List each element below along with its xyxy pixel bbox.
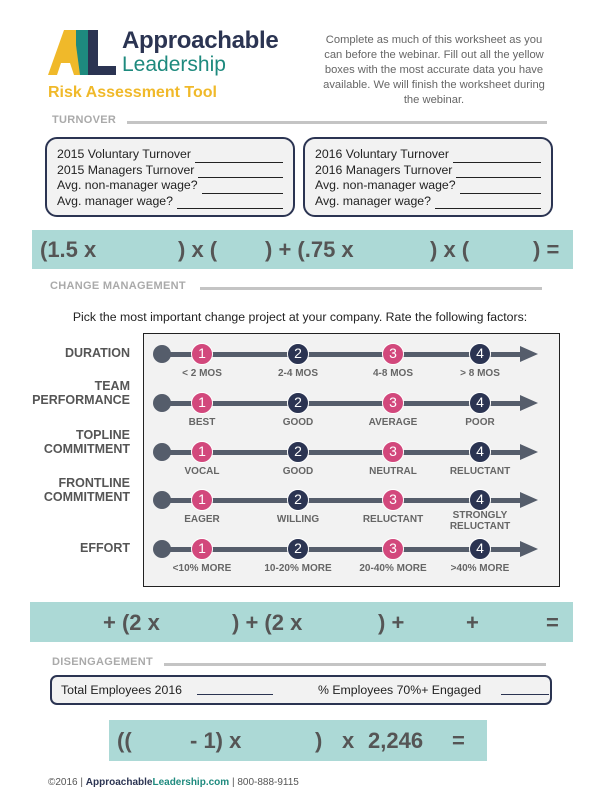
field-label: 2015 Managers Turnover xyxy=(57,162,195,177)
rating-option-label: GOOD xyxy=(282,417,314,428)
formula-part: - 1) x xyxy=(190,728,242,753)
formula-part: ) + xyxy=(378,610,405,635)
field-row[interactable] xyxy=(315,147,541,163)
field-label: % Employees 70%+ Engaged xyxy=(318,683,482,697)
page-title: Risk Assessment Tool xyxy=(48,84,217,101)
formula-part: (1.5 x xyxy=(40,237,97,262)
change-prompt: Pick the most important change project at your company. Rate the following factors: xyxy=(72,310,528,324)
rating-option-1[interactable]: 1 xyxy=(191,392,213,414)
section-heading-change-management: CHANGE MANAGEMENT xyxy=(50,280,186,292)
brand-name: Approachable xyxy=(122,27,279,54)
formula-part: ) x ( xyxy=(430,237,470,262)
copyright: ©2016 | xyxy=(48,777,83,788)
field-row[interactable] xyxy=(315,194,541,210)
blank-line[interactable] xyxy=(460,183,541,194)
rating-option-label: 10-20% MORE xyxy=(264,563,332,574)
field-label: 2015 Voluntary Turnover xyxy=(57,147,191,161)
section-heading-disengagement: DISENGAGEMENT xyxy=(52,656,154,668)
formula-part: = xyxy=(546,610,559,635)
timeline-start-dot xyxy=(153,345,171,363)
rating-option-label: STRONGLY RELUCTANT xyxy=(449,510,511,532)
rating-option-label: <10% MORE xyxy=(172,563,232,574)
website-link-part[interactable]: Leadership.com xyxy=(152,777,230,788)
blank-line[interactable] xyxy=(456,167,541,178)
factor-label-line: EFFORT xyxy=(80,541,130,555)
rating-option-label: 4-8 MOS xyxy=(372,368,413,379)
factor-label xyxy=(65,346,130,360)
rating-option-3[interactable]: 3 xyxy=(382,441,404,463)
field-row[interactable] xyxy=(57,178,283,194)
divider xyxy=(200,287,542,290)
rating-option-label: 20-40% MORE xyxy=(359,563,427,574)
field-label: Avg. non-manager wage? xyxy=(315,178,456,192)
factor-label-line: PERFORMANCE xyxy=(32,393,130,407)
blank-line[interactable] xyxy=(453,152,541,163)
factor-label-line: TOPLINE xyxy=(76,428,130,442)
approachable-leadership-logo-icon xyxy=(48,30,118,75)
rating-option-1[interactable]: 1 xyxy=(191,489,213,511)
turnover-2015-box xyxy=(45,137,295,217)
rating-option-label: RELUCTANT xyxy=(362,514,424,525)
rating-option-label: AVERAGE xyxy=(368,417,418,428)
divider xyxy=(127,121,547,124)
blank-line[interactable] xyxy=(195,152,283,163)
factor-label-line: COMMITMENT xyxy=(43,490,130,504)
rating-option-label: VOCAL xyxy=(184,466,220,477)
timeline-start-dot xyxy=(153,540,171,558)
factor-label xyxy=(80,541,130,555)
field-label: 2016 Managers Turnover xyxy=(315,162,453,177)
rating-option-label: < 2 MOS xyxy=(182,368,222,379)
blank-line[interactable] xyxy=(435,198,541,209)
field-label: Avg. manager wage? xyxy=(57,193,173,208)
blank-line[interactable] xyxy=(177,198,283,209)
brand-name-second: Leadership xyxy=(122,53,226,76)
rating-option-2[interactable]: 2 xyxy=(287,489,309,511)
arrow-head-icon xyxy=(520,444,538,460)
rating-option-label: WILLING xyxy=(276,514,320,525)
divider xyxy=(164,663,546,666)
rating-option-4[interactable]: 4 xyxy=(469,441,491,463)
rating-option-3[interactable]: 3 xyxy=(382,538,404,560)
field-label: Total Employees 2016 xyxy=(61,683,182,697)
rating-option-label: EAGER xyxy=(184,514,220,525)
formula-part: ) + (2 x xyxy=(232,610,303,635)
field-row[interactable] xyxy=(315,163,541,179)
blank-line[interactable] xyxy=(198,167,283,178)
turnover-2016-box xyxy=(303,137,553,217)
rating-option-3[interactable]: 3 xyxy=(382,489,404,511)
formula-part: ) xyxy=(315,728,323,753)
rating-option-3[interactable]: 3 xyxy=(382,392,404,414)
arrow-head-icon xyxy=(520,395,538,411)
factor-label xyxy=(44,476,130,504)
field-row[interactable] xyxy=(315,178,541,194)
section-heading-turnover: TURNOVER xyxy=(52,114,117,126)
total-employees-blank[interactable] xyxy=(197,694,273,695)
rating-option-4[interactable]: 4 xyxy=(469,489,491,511)
website-link-part[interactable]: Approachable xyxy=(85,777,153,788)
factor-label-line: DURATION xyxy=(64,346,130,360)
rating-option-1[interactable]: 1 xyxy=(191,441,213,463)
rating-option-label: BEST xyxy=(188,417,216,428)
rating-option-label: > 8 MOS xyxy=(460,368,500,379)
blank-line[interactable] xyxy=(202,183,283,194)
field-label: 2016 Voluntary Turnover xyxy=(315,147,449,161)
rating-option-label: POOR xyxy=(465,417,495,428)
disengagement-formula-bar xyxy=(109,720,487,761)
formula-part: ) = xyxy=(533,237,560,262)
formula-part: + xyxy=(466,610,479,635)
rating-option-label: GOOD xyxy=(282,466,314,477)
rating-option-1[interactable]: 1 xyxy=(191,343,213,365)
rating-option-3[interactable]: 3 xyxy=(382,343,404,365)
arrow-head-icon xyxy=(520,346,538,362)
field-row[interactable] xyxy=(57,147,283,163)
rating-option-1[interactable]: 1 xyxy=(191,538,213,560)
rating-option-2[interactable]: 2 xyxy=(287,343,309,365)
factor-label-line: FRONTLINE xyxy=(58,476,130,490)
rating-option-2[interactable]: 2 xyxy=(287,392,309,414)
factor-label xyxy=(44,428,130,456)
field-row[interactable] xyxy=(57,163,283,179)
timeline-start-dot xyxy=(153,394,171,412)
formula-part: x xyxy=(342,728,355,753)
rating-option-4[interactable]: 4 xyxy=(469,538,491,560)
formula-part: = xyxy=(452,728,465,753)
footer xyxy=(48,777,299,788)
factor-label xyxy=(32,379,130,407)
formula-part: ) + (.75 x xyxy=(265,237,354,262)
field-row[interactable] xyxy=(57,194,283,210)
formula-part: (( xyxy=(117,728,132,753)
timeline-start-dot xyxy=(153,491,171,509)
phone-number: | 800-888-9115 xyxy=(231,777,299,788)
turnover-formula-bar xyxy=(32,230,573,269)
field-label: Avg. manager wage? xyxy=(315,193,431,208)
formula-part: + (2 x xyxy=(103,610,160,635)
rating-option-label: >40% MORE xyxy=(450,563,510,574)
rating-option-4[interactable]: 4 xyxy=(469,343,491,365)
engaged-percent-blank[interactable] xyxy=(501,694,549,695)
rating-option-label: 2-4 MOS xyxy=(277,368,318,379)
rating-option-4[interactable]: 4 xyxy=(469,392,491,414)
rating-option-label: RELUCTANT xyxy=(449,466,511,477)
rating-option-label: NEUTRAL xyxy=(369,466,417,477)
timeline-start-dot xyxy=(153,443,171,461)
rating-option-2[interactable]: 2 xyxy=(287,538,309,560)
change-formula-bar xyxy=(30,602,573,642)
arrow-head-icon xyxy=(520,541,538,557)
factor-label-line: TEAM xyxy=(94,379,130,393)
instructions: Complete as much of this worksheet as you can before the webinar. Fill out all the yellow boxes with the most accurate data you have available. We will finish the worksheet during the webinar. xyxy=(323,34,545,106)
disengagement-box xyxy=(50,675,552,705)
factor-label-line: COMMITMENT xyxy=(43,442,130,456)
arrow-head-icon xyxy=(520,492,538,508)
rating-option-2[interactable]: 2 xyxy=(287,441,309,463)
field-label: Avg. non-manager wage? xyxy=(57,178,198,192)
formula-part: 2,246 xyxy=(368,728,424,753)
formula-part: ) x ( xyxy=(178,237,218,262)
